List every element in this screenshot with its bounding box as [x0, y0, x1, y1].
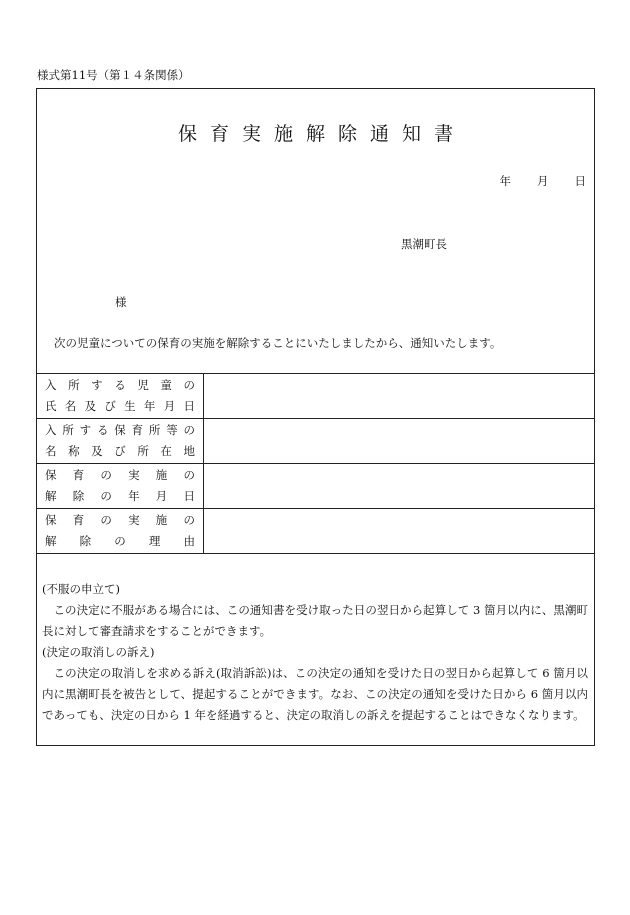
- document-title: 保育実施解除通知書: [177, 123, 466, 145]
- label-char: び: [114, 444, 126, 458]
- label-char: 氏: [45, 399, 57, 413]
- row-label: [37, 374, 204, 419]
- label-char: の: [114, 534, 126, 548]
- revocation-heading: (決定の取消しの訴え): [42, 645, 155, 659]
- label-char: 生: [124, 399, 136, 413]
- label-char: 月: [163, 399, 176, 413]
- label-char: 及: [91, 444, 103, 458]
- label-char: 所: [137, 444, 149, 458]
- label-char: 解: [45, 489, 57, 503]
- label-char: の: [183, 423, 195, 437]
- label-char: 所: [62, 423, 74, 437]
- row-label-line1: [45, 420, 195, 441]
- row-label-line2: [45, 441, 195, 462]
- label-char: の: [100, 513, 112, 527]
- label-char: 由: [183, 534, 195, 548]
- label-char: す: [91, 378, 103, 392]
- table-row: [37, 509, 595, 554]
- row-label-line1: [45, 465, 195, 486]
- info-table: [36, 373, 595, 554]
- date-day: 日: [574, 174, 586, 188]
- label-char: 所: [148, 423, 161, 437]
- label-char: 日: [183, 399, 195, 413]
- form-number: 様式第11号（第１４条関係）: [37, 68, 190, 82]
- label-char: 及: [84, 399, 97, 413]
- label-char: る: [96, 423, 109, 437]
- row-value-field[interactable]: [204, 374, 595, 419]
- label-char: 日: [183, 489, 195, 503]
- row-value-field[interactable]: [204, 419, 595, 464]
- date-line: [500, 173, 587, 189]
- document-frame: [36, 88, 595, 746]
- row-label-line1: [45, 510, 195, 531]
- notes-section: [42, 579, 588, 726]
- label-char: 施: [155, 468, 168, 482]
- row-label-line1: [45, 375, 195, 396]
- label-char: の: [183, 513, 195, 527]
- label-char: の: [100, 468, 112, 482]
- label-char: 実: [128, 513, 140, 527]
- label-char: の: [100, 489, 112, 503]
- row-label: [37, 464, 204, 509]
- row-value-field[interactable]: [204, 464, 595, 509]
- label-char: 入: [45, 378, 57, 392]
- table-row: [37, 374, 595, 419]
- date-year: 年: [499, 174, 511, 188]
- label-char: す: [79, 423, 92, 437]
- label-char: の: [183, 468, 195, 482]
- table-row: [37, 464, 595, 509]
- label-char: び: [104, 399, 116, 413]
- date-month: 月: [537, 174, 549, 188]
- label-char: 在: [160, 444, 172, 458]
- revocation-text: この決定の取消しを求める訴え(取消訴訟)は、この決定の通知を受けた日の翌日から起算して 6 箇月以内に黒潮町長を被告として、提起することができます。なお、この決定の通知を受けた日から 6 箇月以内であっても、決定の日から 1 年を経過すると、決定の取消しの訴えを提起することはできなくなります。: [42, 666, 588, 722]
- label-char: 等: [166, 423, 178, 437]
- label-char: 年: [128, 489, 140, 503]
- objection-text: この決定に不服がある場合には、この通知書を受け取った日の翌日から起算して 3 箇月以内に、黒潮町長に対して審査請求をすることができます。: [42, 603, 588, 638]
- row-label-line2: [45, 486, 195, 507]
- label-char: 年: [143, 399, 156, 413]
- label-char: 実: [128, 468, 140, 482]
- label-char: 名: [64, 399, 77, 413]
- table-row: [37, 419, 595, 464]
- label-char: 保: [114, 423, 126, 437]
- label-char: 解: [45, 534, 57, 548]
- label-char: 施: [155, 513, 168, 527]
- intro-text: 次の児童についての保育の実施を解除することにいたしましたから、通知いたします。: [54, 336, 502, 350]
- label-char: 入: [45, 423, 57, 437]
- label-char: 育: [131, 423, 144, 437]
- addressee-suffix: 様: [115, 295, 127, 309]
- issuer: 黒潮町長: [401, 237, 447, 251]
- label-char: 保: [45, 468, 57, 482]
- row-label-line2: [45, 396, 195, 417]
- label-char: 地: [183, 444, 195, 458]
- label-char: の: [183, 378, 195, 392]
- label-char: 所: [68, 378, 80, 392]
- row-label-line2: [45, 531, 195, 552]
- label-char: 月: [155, 489, 168, 503]
- label-char: 育: [72, 468, 85, 482]
- objection-heading: (不服の申立て): [42, 582, 120, 596]
- label-char: 除: [72, 489, 85, 503]
- label-char: 保: [45, 513, 57, 527]
- label-char: る: [114, 378, 126, 392]
- label-char: 称: [68, 444, 80, 458]
- row-value-field[interactable]: [204, 509, 595, 554]
- label-char: 児: [137, 378, 149, 392]
- label-char: 除: [79, 534, 92, 548]
- label-char: 童: [160, 378, 172, 392]
- row-label: [37, 509, 204, 554]
- label-char: 名: [45, 444, 57, 458]
- label-char: 育: [72, 513, 85, 527]
- label-char: 理: [148, 534, 161, 548]
- row-label: [37, 419, 204, 464]
